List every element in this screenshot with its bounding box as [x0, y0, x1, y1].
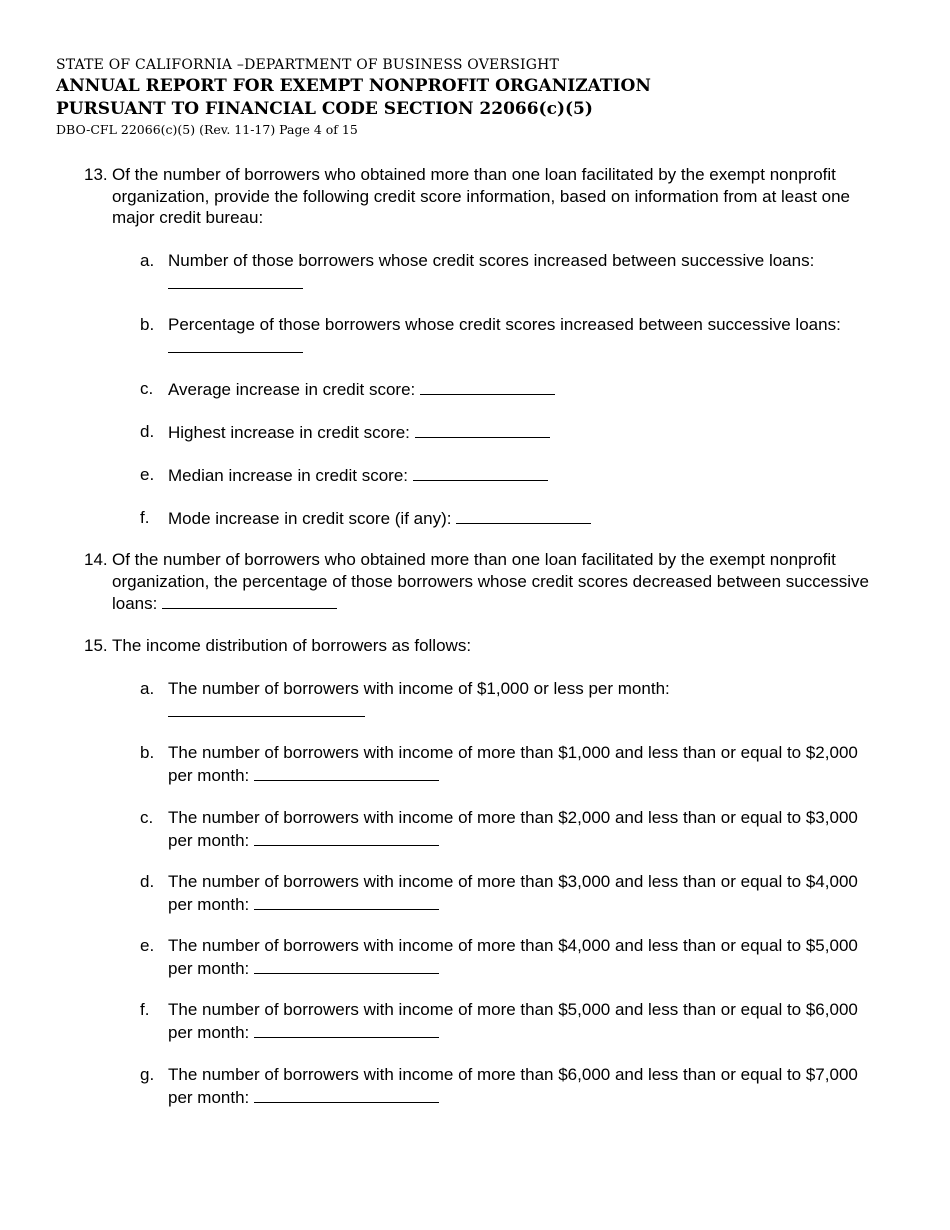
answer-blank[interactable]: [254, 1021, 439, 1038]
question-text: The income distribution of borrowers as follows:: [112, 636, 472, 655]
item-text: The number of borrowers with income of more than $2,000 and less than or equal to $3,000 per month:: [168, 808, 858, 850]
question-15c: [140, 807, 880, 851]
answer-blank[interactable]: [162, 592, 337, 609]
item-letter: a.: [140, 251, 155, 270]
question-15g: [140, 1064, 880, 1108]
item-text: Percentage of those borrowers whose credit scores increased between successive loans:: [168, 315, 841, 334]
answer-blank[interactable]: [254, 829, 439, 846]
item-letter: c.: [140, 808, 154, 827]
form-id-page-number: DBO-CFL 22066(c)(5) (Rev. 11-17) Page 4 of 15: [56, 122, 358, 137]
question-number: 14.: [84, 550, 108, 569]
item-letter: b.: [140, 315, 155, 334]
question-13d: [140, 421, 880, 444]
answer-blank[interactable]: [254, 893, 439, 910]
question-number: 15.: [84, 636, 108, 655]
answer-blank[interactable]: [168, 336, 303, 353]
question-text: Of the number of borrowers who obtained more than one loan facilitated by the exempt nonprofit organization, provide the following credit score information, based on information from at least one major credit bureau:: [112, 165, 851, 227]
question-15a: [140, 678, 880, 722]
item-text: The number of borrowers with income of more than $3,000 and less than or equal to $4,000 per month:: [168, 872, 858, 914]
report-title-line-2: PURSUANT TO FINANCIAL CODE SECTION 22066(c)(5): [56, 99, 593, 119]
item-text: Median increase in credit score:: [168, 466, 409, 485]
question-text: Of the number of borrowers who obtained more than one loan facilitated by the exempt nonprofit organization, the percentage of those borrowers whose credit scores decreased between successive loans:: [112, 550, 869, 613]
question-13c: [140, 378, 880, 401]
question-13: [84, 164, 874, 229]
item-letter: a.: [140, 679, 155, 698]
answer-blank[interactable]: [254, 1086, 439, 1103]
question-13e: [140, 464, 880, 487]
item-text: The number of borrowers with income of more than $1,000 and less than or equal to $2,000 per month:: [168, 743, 858, 785]
item-letter: f.: [140, 508, 150, 527]
item-text: Highest increase in credit score:: [168, 423, 410, 442]
question-number: 13.: [84, 165, 108, 184]
item-text: The number of borrowers with income of $1,000 or less per month:: [168, 679, 670, 698]
report-title-line-1: ANNUAL REPORT FOR EXEMPT NONPROFIT ORGANIZATION: [56, 76, 651, 96]
answer-blank[interactable]: [415, 421, 550, 438]
question-13f: [140, 507, 880, 530]
question-13b: [140, 314, 880, 358]
item-text: Mode increase in credit score (if any):: [168, 509, 452, 528]
item-letter: e.: [140, 936, 155, 955]
question-15f: [140, 999, 880, 1043]
item-letter: f.: [140, 1000, 150, 1019]
item-text: The number of borrowers with income of more than $5,000 and less than or equal to $6,000 per month:: [168, 1000, 858, 1042]
answer-blank[interactable]: [254, 957, 439, 974]
item-letter: d.: [140, 422, 155, 441]
agency-name: STATE OF CALIFORNIA –DEPARTMENT OF BUSINESS OVERSIGHT: [56, 57, 560, 73]
item-text: Number of those borrowers whose credit scores increased between successive loans:: [168, 251, 815, 270]
item-letter: g.: [140, 1065, 155, 1084]
answer-blank[interactable]: [168, 272, 303, 289]
answer-blank[interactable]: [168, 700, 365, 717]
item-letter: d.: [140, 872, 155, 891]
item-text: Average increase in credit score:: [168, 380, 416, 399]
item-text: The number of borrowers with income of more than $4,000 and less than or equal to $5,000 per month:: [168, 936, 858, 978]
form-header: [56, 56, 651, 139]
answer-blank[interactable]: [254, 764, 439, 781]
item-letter: b.: [140, 743, 155, 762]
question-15b: [140, 742, 880, 786]
item-letter: e.: [140, 465, 155, 484]
question-13a: [140, 250, 880, 294]
item-letter: c.: [140, 379, 154, 398]
item-text: The number of borrowers with income of more than $6,000 and less than or equal to $7,000 per month:: [168, 1065, 858, 1107]
answer-blank[interactable]: [420, 378, 555, 395]
question-14: [84, 549, 874, 615]
question-15e: [140, 935, 880, 979]
answer-blank[interactable]: [456, 507, 591, 524]
question-15: [84, 635, 874, 657]
question-15d: [140, 871, 880, 915]
answer-blank[interactable]: [413, 464, 548, 481]
